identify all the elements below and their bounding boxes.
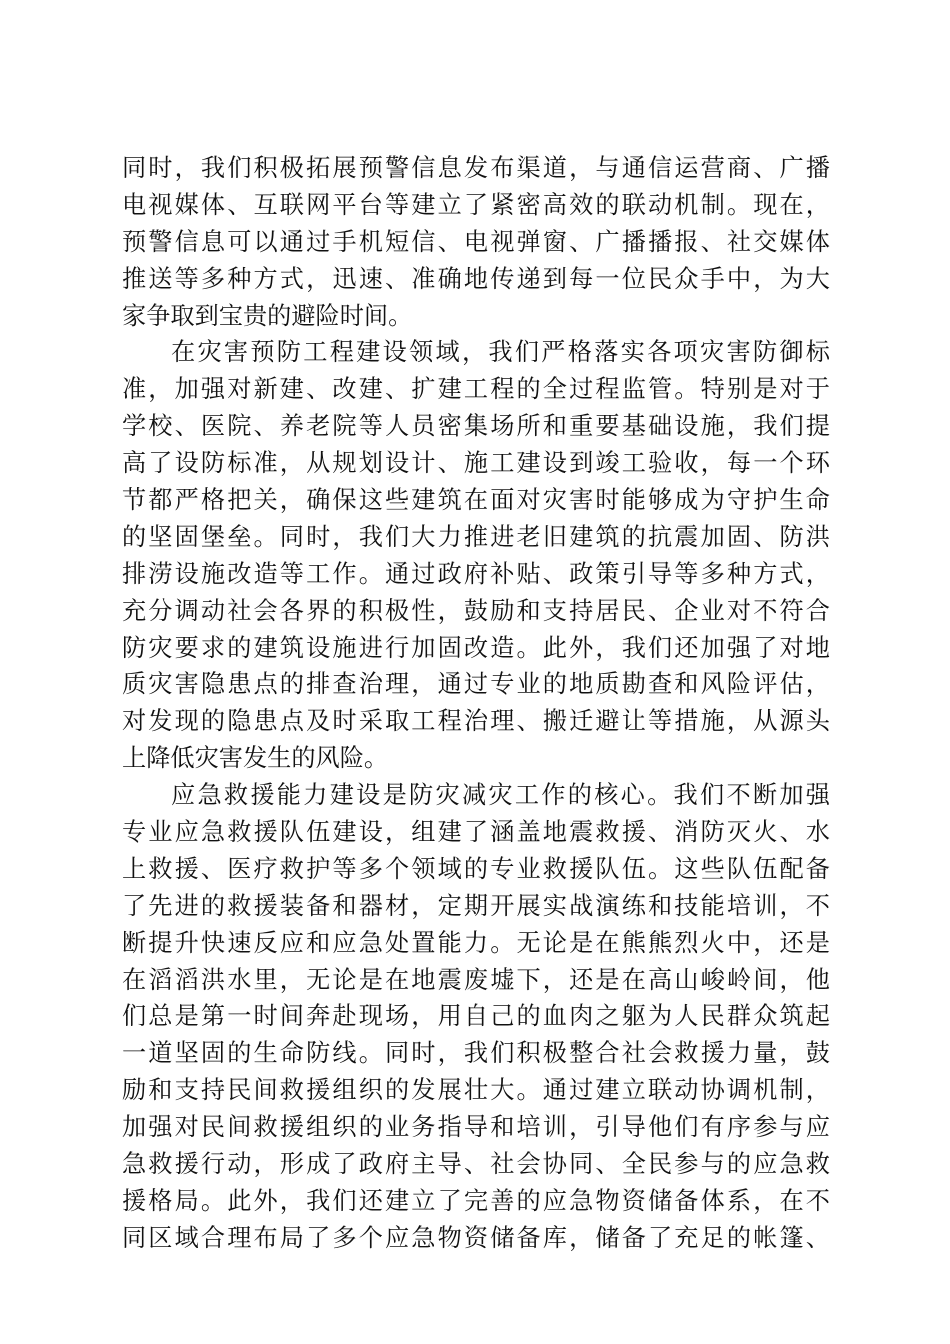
text-line: 专业应急救援队伍建设，组建了涵盖地震救援、消防灭火、水 xyxy=(122,818,830,847)
text-line: 高了设防标准，从规划设计、施工建设到竣工验收，每一个环 xyxy=(122,449,830,478)
text-line: 了先进的救援装备和器材，定期开展实战演练和技能培训，不 xyxy=(122,891,830,920)
text-line: 在灾害预防工程建设领域，我们严格落实各项灾害防御标 xyxy=(171,338,830,367)
text-line: 对发现的隐患点及时采取工程治理、搬迁避让等措施，从源头 xyxy=(122,707,830,736)
text-line: 预警信息可以通过手机短信、电视弹窗、广播播报、社交媒体 xyxy=(122,227,830,256)
text-line: 急救援行动，形成了政府主导、社会协同、全民参与的应急救 xyxy=(122,1150,830,1179)
text-line: 电视媒体、互联网平台等建立了紧密高效的联动机制。现在， xyxy=(122,190,830,219)
text-line: 上降低灾害发生的风险。 xyxy=(122,744,389,773)
body-text xyxy=(122,150,830,1257)
text-line: 同区域合理布局了多个应急物资储备库，储备了充足的帐篷、 xyxy=(122,1223,830,1252)
text-line: 防灾要求的建筑设施进行加固改造。此外，我们还加强了对地 xyxy=(122,633,830,662)
text-line: 家争取到宝贵的避险时间。 xyxy=(122,301,413,330)
text-line: 应急救援能力建设是防灾减灾工作的核心。我们不断加强 xyxy=(171,781,830,810)
text-line: 在滔滔洪水里，无论是在地震废墟下，还是在高山峻岭间，他 xyxy=(122,965,830,994)
text-line: 排涝设施改造等工作。通过政府补贴、政策引导等多种方式， xyxy=(122,559,830,588)
text-line: 们总是第一时间奔赴现场，用自己的血肉之躯为人民群众筑起 xyxy=(122,1002,830,1031)
text-line: 学校、医院、养老院等人员密集场所和重要基础设施，我们提 xyxy=(122,412,830,441)
text-line: 上救援、医疗救护等多个领域的专业救援队伍。这些队伍配备 xyxy=(122,854,830,883)
text-line: 断提升快速反应和应急处置能力。无论是在熊熊烈火中，还是 xyxy=(122,928,830,957)
text-line: 质灾害隐患点的排查治理，通过专业的地质勘查和风险评估， xyxy=(122,670,830,699)
text-line: 励和支持民间救援组织的发展壮大。通过建立联动协调机制， xyxy=(122,1076,830,1105)
text-line: 同时，我们积极拓展预警信息发布渠道，与通信运营商、广播 xyxy=(122,154,830,182)
text-line: 援格局。此外，我们还建立了完善的应急物资储备体系，在不 xyxy=(122,1186,830,1215)
text-line: 节都严格把关，确保这些建筑在面对灾害时能够成为守护生命 xyxy=(122,486,830,515)
text-line: 一道坚固的生命防线。同时，我们积极整合社会救援力量，鼓 xyxy=(122,1039,830,1068)
text-line: 准，加强对新建、改建、扩建工程的全过程监管。特别是对于 xyxy=(122,375,830,404)
text-line: 加强对民间救援组织的业务指导和培训，引导他们有序参与应 xyxy=(122,1113,830,1142)
text-line: 的坚固堡垒。同时，我们大力推进老旧建筑的抗震加固、防洪 xyxy=(122,522,830,551)
text-line: 推送等多种方式，迅速、准确地传递到每一位民众手中，为大 xyxy=(122,264,830,293)
text-line: 充分调动社会各界的积极性，鼓励和支持居民、企业对不符合 xyxy=(122,596,830,625)
